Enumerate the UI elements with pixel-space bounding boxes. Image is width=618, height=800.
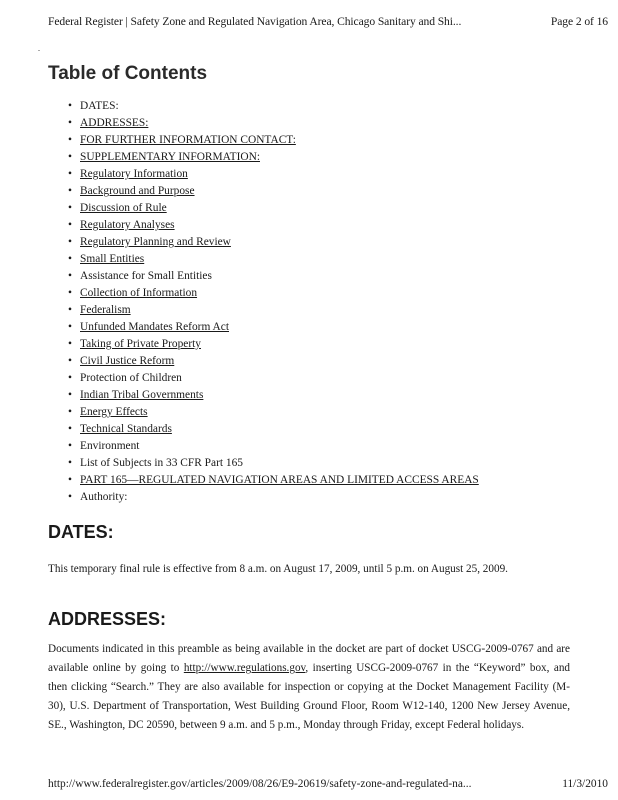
toc-title: Table of Contents — [48, 63, 208, 84]
toc-item-label[interactable]: Small Entities — [80, 253, 145, 265]
toc-item-label: Assistance for Small Entities — [80, 270, 212, 282]
regulations-gov-link[interactable]: http://www.regulations.gov — [183, 662, 306, 674]
toc-item-label[interactable]: Civil Justice Reform — [80, 355, 175, 367]
toc-item-label: List of Subjects in 33 CFR Part 165 — [80, 457, 243, 469]
toc-item-label: Environment — [80, 440, 140, 452]
toc-item[interactable] — [66, 336, 479, 353]
toc-item-label[interactable]: Background and Purpose — [80, 185, 195, 197]
toc-item — [66, 268, 479, 285]
dates-heading: DATES: — [48, 522, 114, 542]
toc-item[interactable] — [66, 404, 479, 421]
footer-date: 11/3/2010 — [558, 778, 608, 790]
toc-item-label[interactable]: Taking of Private Property — [80, 338, 201, 350]
margin-dot: . — [38, 44, 40, 53]
header-title: Federal Register | Safety Zone and Regulated Navigation Area, Chicago Sanitary and Shi... — [48, 15, 462, 28]
toc-item[interactable] — [66, 132, 479, 149]
page-footer — [48, 778, 608, 790]
toc-item-label[interactable]: Energy Effects — [80, 406, 148, 418]
toc-item — [66, 438, 479, 455]
addresses-text-part2: , inserting USCG-2009-0767 in the “Keyword” box, and then clicking “Search.” They are also available for inspection or copying at the Docket Management Facility (M-30), U.S. Department of Transportation, West Building Ground Floor, Room W12-140, 1200 New Jersey Avenue, SE., Washington, DC 20590, between 9 a.m. and 5 p.m., Monday through Friday, except Federal holidays. — [48, 662, 571, 731]
page-header — [48, 15, 608, 28]
toc-item[interactable] — [66, 251, 479, 268]
toc-item-label: Authority: — [80, 491, 128, 503]
toc-item[interactable] — [66, 217, 479, 234]
toc-list — [66, 98, 479, 506]
toc-item-label[interactable]: Regulatory Planning and Review — [80, 236, 231, 248]
addresses-heading: ADDRESSES: — [48, 609, 167, 629]
page-number: Page 2 of 16 — [547, 15, 608, 28]
addresses-text — [48, 640, 570, 735]
toc-item-label[interactable]: ADDRESSES: — [80, 117, 149, 129]
addresses-text-part1: Documents indicated in this preamble as being available in the docket are part of docket USCG-2009-0767 and are available online by going to — [48, 643, 570, 674]
toc-item[interactable] — [66, 302, 479, 319]
toc-item — [66, 370, 479, 387]
toc-item-label: Protection of Children — [80, 372, 182, 384]
footer-url: http://www.federalregister.gov/articles/2009/08/26/E9-20619/safety-zone-and-regulated-na... — [48, 778, 472, 790]
toc-item-label[interactable]: Regulatory Information — [80, 168, 188, 180]
toc-item[interactable] — [66, 353, 479, 370]
toc-item-label: DATES: — [80, 100, 119, 112]
toc-item[interactable] — [66, 166, 479, 183]
toc-item — [66, 98, 479, 115]
toc-item[interactable] — [66, 472, 479, 489]
toc-item-label[interactable]: Indian Tribal Governments — [80, 389, 204, 401]
toc-item[interactable] — [66, 115, 479, 132]
toc-item-label[interactable]: FOR FURTHER INFORMATION CONTACT: — [80, 134, 296, 146]
toc-item-label[interactable]: Discussion of Rule — [80, 202, 167, 214]
toc-item-label[interactable]: Technical Standards — [80, 423, 172, 435]
toc-item-label[interactable]: SUPPLEMENTARY INFORMATION: — [80, 151, 260, 163]
toc-item[interactable] — [66, 183, 479, 200]
toc-item-label[interactable]: Regulatory Analyses — [80, 219, 175, 231]
toc-item[interactable] — [66, 421, 479, 438]
toc-item[interactable] — [66, 234, 479, 251]
dates-text: This temporary final rule is effective from 8 a.m. on August 17, 2009, until 5 p.m. on August 25, 2009. — [48, 563, 508, 575]
toc-item[interactable] — [66, 387, 479, 404]
toc-item-label[interactable]: Federalism — [80, 304, 131, 316]
toc-item[interactable] — [66, 200, 479, 217]
toc-item[interactable] — [66, 319, 479, 336]
toc-item — [66, 455, 479, 472]
toc-item-label[interactable]: PART 165—REGULATED NAVIGATION AREAS AND LIMITED ACCESS AREAS — [80, 474, 479, 486]
toc-item[interactable] — [66, 149, 479, 166]
toc-item-label[interactable]: Collection of Information — [80, 287, 198, 299]
toc-item-label[interactable]: Unfunded Mandates Reform Act — [80, 321, 229, 333]
toc-item — [66, 489, 479, 506]
toc-item[interactable] — [66, 285, 479, 302]
